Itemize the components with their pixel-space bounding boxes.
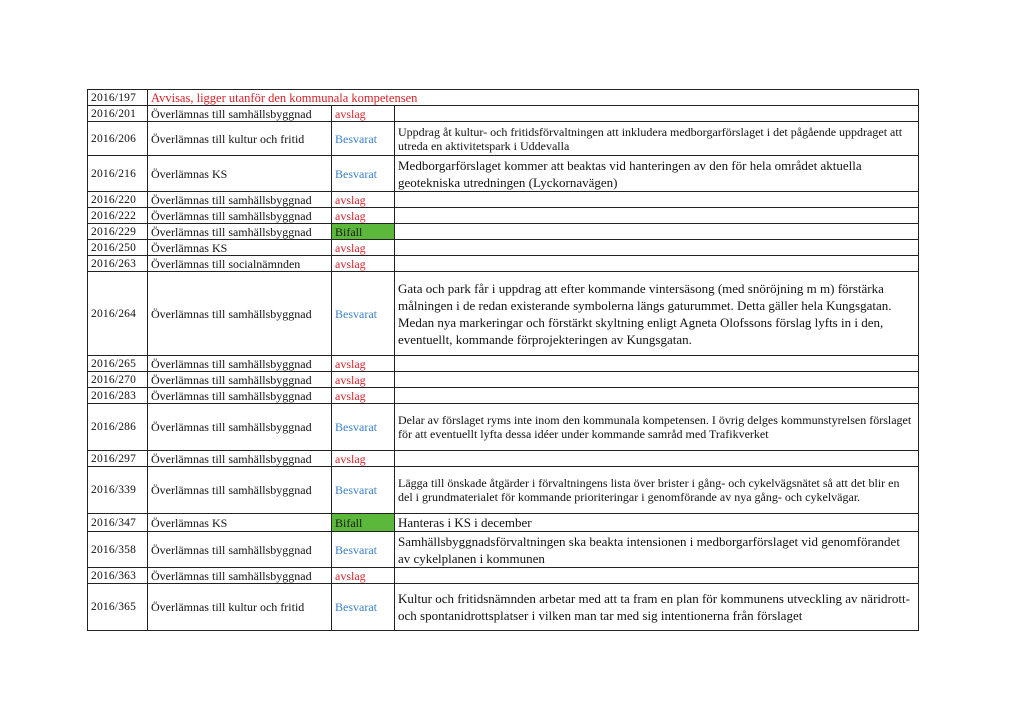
case-number: 2016/229 (88, 224, 148, 240)
table-row (88, 156, 919, 192)
status-badge: avslag (332, 192, 395, 208)
table-row (88, 584, 919, 631)
action-cell: Överlämnas KS (148, 240, 332, 256)
decision-description (395, 388, 919, 404)
decision-description (395, 240, 919, 256)
decision-description (395, 372, 919, 388)
decision-description: Delar av förslaget ryms inte inom den kommunala kompetensen. I övrig delges kommunstyrelsen förslaget för att eventuellt lyfta dessa idéer under kommande samråd med Trafikverket (395, 404, 919, 451)
table-row (88, 532, 919, 568)
case-number: 2016/286 (88, 404, 148, 451)
case-number: 2016/264 (88, 272, 148, 356)
case-number: 2016/297 (88, 451, 148, 467)
decision-description (395, 568, 919, 584)
status-badge: avslag (332, 388, 395, 404)
action-cell: Överlämnas till samhällsbyggnad (148, 224, 332, 240)
action-cell: Överlämnas till samhällsbyggnad (148, 356, 332, 372)
table-row (88, 514, 919, 532)
table-row (88, 272, 919, 356)
proposals-table (87, 89, 919, 631)
status-badge: Besvarat (332, 404, 395, 451)
case-number: 2016/265 (88, 356, 148, 372)
action-cell: Överlämnas KS (148, 156, 332, 192)
decision-description (395, 106, 919, 122)
status-badge: Besvarat (332, 272, 395, 356)
status-badge: avslag (332, 106, 395, 122)
case-number: 2016/206 (88, 122, 148, 156)
decision-description: Uppdrag åt kultur- och fritidsförvaltningen att inkludera medborgarförslaget i det pågående uppdraget att utreda en aktivitetspark i Uddevalla (395, 122, 919, 156)
status-badge: Besvarat (332, 467, 395, 514)
case-number: 2016/339 (88, 467, 148, 514)
table-row (88, 224, 919, 240)
table-row (88, 208, 919, 224)
case-number: 2016/283 (88, 388, 148, 404)
case-number: 2016/365 (88, 584, 148, 631)
decision-description (395, 256, 919, 272)
action-cell: Överlämnas till samhällsbyggnad (148, 388, 332, 404)
status-badge: Besvarat (332, 584, 395, 631)
case-number: 2016/222 (88, 208, 148, 224)
decision-description (395, 192, 919, 208)
action-cell: Överlämnas till samhällsbyggnad (148, 106, 332, 122)
action-cell: Överlämnas till socialnämnden (148, 256, 332, 272)
case-number: 2016/250 (88, 240, 148, 256)
action-cell: Överlämnas till samhällsbyggnad (148, 451, 332, 467)
proposals-table-body (88, 90, 919, 631)
status-badge: avslag (332, 372, 395, 388)
table-row (88, 192, 919, 208)
case-number: 2016/358 (88, 532, 148, 568)
rejection-note: Avvisas, ligger utanför den kommunala kompetensen (148, 90, 919, 106)
status-badge: avslag (332, 568, 395, 584)
status-badge: avslag (332, 256, 395, 272)
decision-description (395, 451, 919, 467)
table-row (88, 106, 919, 122)
decision-description: Lägga till önskade åtgärder i förvaltningens lista över brister i gång- och cykelvägsnätet så att det blir en del i grundmaterialet för kommande prioriteringar i genomförande av nya gång- och cykelvägar. (395, 467, 919, 514)
case-number: 2016/201 (88, 106, 148, 122)
status-badge: Besvarat (332, 122, 395, 156)
table-row (88, 467, 919, 514)
status-badge: Bifall (332, 514, 395, 532)
decision-description (395, 208, 919, 224)
status-badge: avslag (332, 240, 395, 256)
decision-description: Gata och park får i uppdrag att efter kommande vintersäsong (med snöröjning m m) förstärka målningen i de redan existerande symbolerna längs gaturummet. Detta gäller hela Kungsgatan. Medan nya markeringar och förstärkt skyltning enligt Agneta Olofssons förslag lyfts in i den, eventuellt, kommande förprojekteringen av Kungsgatan. (395, 272, 919, 356)
action-cell: Överlämnas till samhällsbyggnad (148, 404, 332, 451)
status-badge: avslag (332, 208, 395, 224)
decision-description: Kultur och fritidsnämnden arbetar med att ta fram en plan för kommunens utveckling av näridrott- och spontanidrottsplatser i vilken man tar med sig intentionerna från förslaget (395, 584, 919, 631)
action-cell: Överlämnas till kultur och fritid (148, 584, 332, 631)
table-row (88, 451, 919, 467)
case-number: 2016/363 (88, 568, 148, 584)
decision-description: Hanteras i KS i december (395, 514, 919, 532)
table-row (88, 356, 919, 372)
table-row (88, 568, 919, 584)
table-row (88, 90, 919, 106)
decision-description: Samhällsbyggnadsförvaltningen ska beakta intensionen i medborgarförslaget vid genomförandet av cykelplanen i kommunen (395, 532, 919, 568)
action-cell: Överlämnas till samhällsbyggnad (148, 372, 332, 388)
status-badge: Bifall (332, 224, 395, 240)
case-number: 2016/347 (88, 514, 148, 532)
action-cell: Överlämnas KS (148, 514, 332, 532)
status-badge: Besvarat (332, 532, 395, 568)
status-badge: Besvarat (332, 156, 395, 192)
action-cell: Överlämnas till samhällsbyggnad (148, 568, 332, 584)
case-number: 2016/216 (88, 156, 148, 192)
table-row (88, 256, 919, 272)
status-badge: avslag (332, 451, 395, 467)
action-cell: Överlämnas till samhällsbyggnad (148, 467, 332, 514)
table-row (88, 122, 919, 156)
action-cell: Överlämnas till samhällsbyggnad (148, 208, 332, 224)
status-badge: avslag (332, 356, 395, 372)
table-row (88, 240, 919, 256)
action-cell: Överlämnas till kultur och fritid (148, 122, 332, 156)
case-number: 2016/197 (88, 90, 148, 106)
action-cell: Överlämnas till samhällsbyggnad (148, 532, 332, 568)
table-row (88, 404, 919, 451)
decision-description (395, 356, 919, 372)
case-number: 2016/263 (88, 256, 148, 272)
decision-description: Medborgarförslaget kommer att beaktas vid hanteringen av den för hela området aktuella geotekniska utredningen (Lyckornavägen) (395, 156, 919, 192)
case-number: 2016/220 (88, 192, 148, 208)
case-number: 2016/270 (88, 372, 148, 388)
action-cell: Överlämnas till samhällsbyggnad (148, 192, 332, 208)
action-cell: Överlämnas till samhällsbyggnad (148, 272, 332, 356)
table-row (88, 372, 919, 388)
decision-description (395, 224, 919, 240)
table-row (88, 388, 919, 404)
